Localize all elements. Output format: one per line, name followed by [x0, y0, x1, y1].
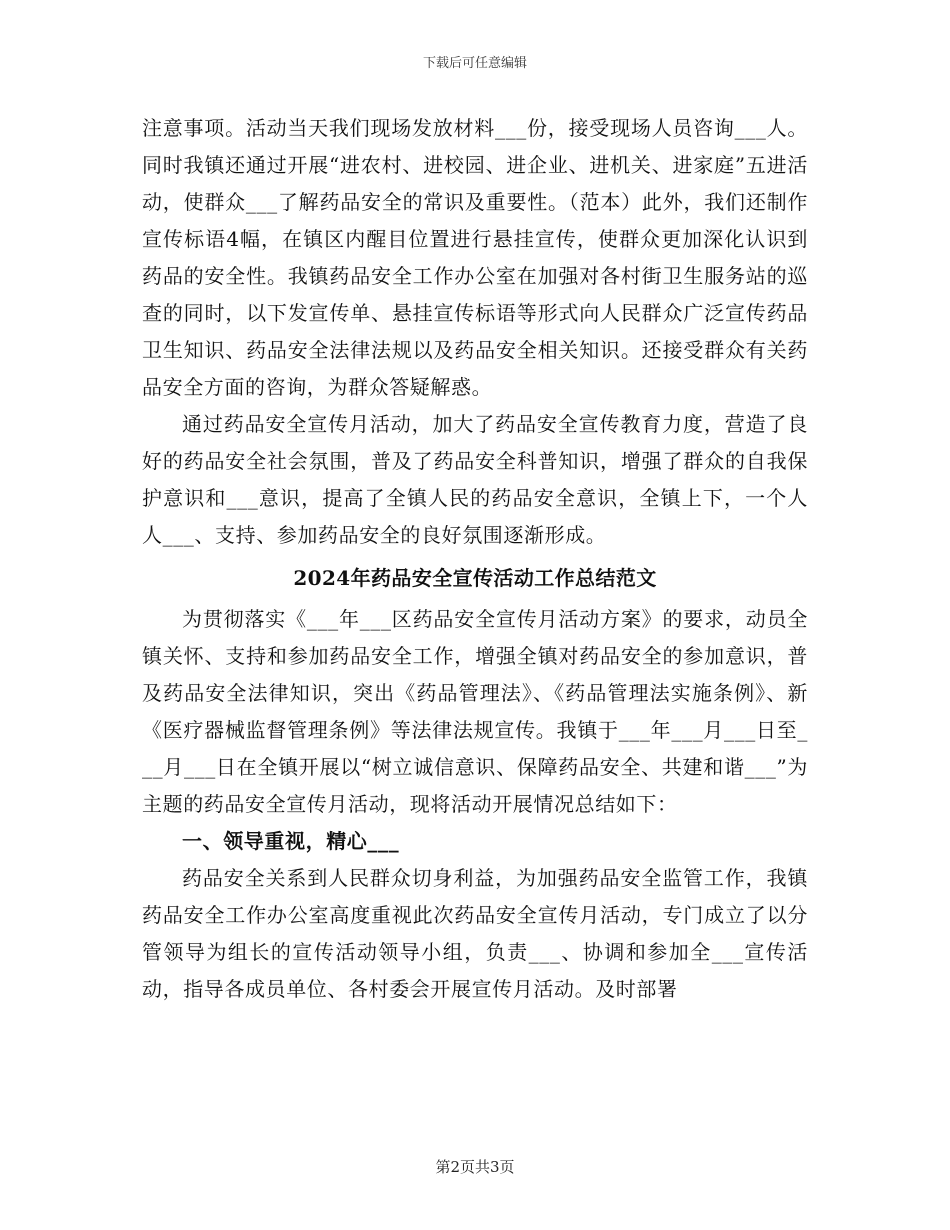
- section-heading-1: 一、领导重视，精心___: [182, 829, 400, 853]
- document-title: 2024年药品安全宣传活动工作总结范文: [293, 566, 657, 590]
- paragraph-continuation: 注意事项。活动当天我们现场发放材料___份，接受现场人员咨询___人。同时我镇还通过开展“进农村、进校园、进企业、进机关、进家庭”五进活动，使群众___了解药品安全的常识及重要性。（范本）此外，我们还制作宣传标语4幅，在镇区内醒目位置进行悬挂宣传，使群众更加深化认识到药品的安全性。我镇药品安全工作办公室在加强对各村街卫生服务站的巡查的同时，以下发宣传单、悬挂宣传标语等形式向人民群众广泛宣传药品卫生知识、药品安全法律法规以及药品安全相关知识。还接受群众有关药品安全方面的咨询，为群众答疑解惑。: [142, 116, 808, 399]
- paragraph-section-1: 药品安全关系到人民群众切身利益，为加强药品安全监管工作，我镇药品安全工作办公室高度重视此次药品安全宣传月活动，专门成立了以分管领导为组长的宣传活动领导小组，负责___、协调和参加全___宣传活动，指导各成员单位、各村委会开展宣传月活动。及时部署: [142, 866, 808, 1001]
- page-header-note: 下载后可任意编辑: [422, 56, 527, 71]
- page-number: 第2页共3页: [435, 1158, 515, 1176]
- document-body: [142, 110, 808, 1008]
- paragraph-summary: 通过药品安全宣传月活动，加大了药品安全宣传教育力度，营造了良好的药品安全社会氛围，普及了药品安全科普知识，增强了群众的自我保护意识和___意识，提高了全镇人民的药品安全意识，全镇上下，一个人人___、支持、参加药品安全的良好氛围逐渐形成。: [142, 412, 808, 547]
- paragraph-intro: 为贯彻落实《___年___区药品安全宣传月活动方案》的要求，动员全镇关怀、支持和参加药品安全工作，增强全镇对药品安全的参加意识，普及药品安全法律知识，突出《药品管理法》、《药品管理法实施条例》、新《医疗器械监督管理条例》等法律法规宣传。我镇于___年___月___日至___月___日在全镇开展以“树立诚信意识、保障药品安全、共建和谐___”为主题的药品安全宣传月活动，现将活动开展情况总结如下：: [142, 607, 808, 816]
